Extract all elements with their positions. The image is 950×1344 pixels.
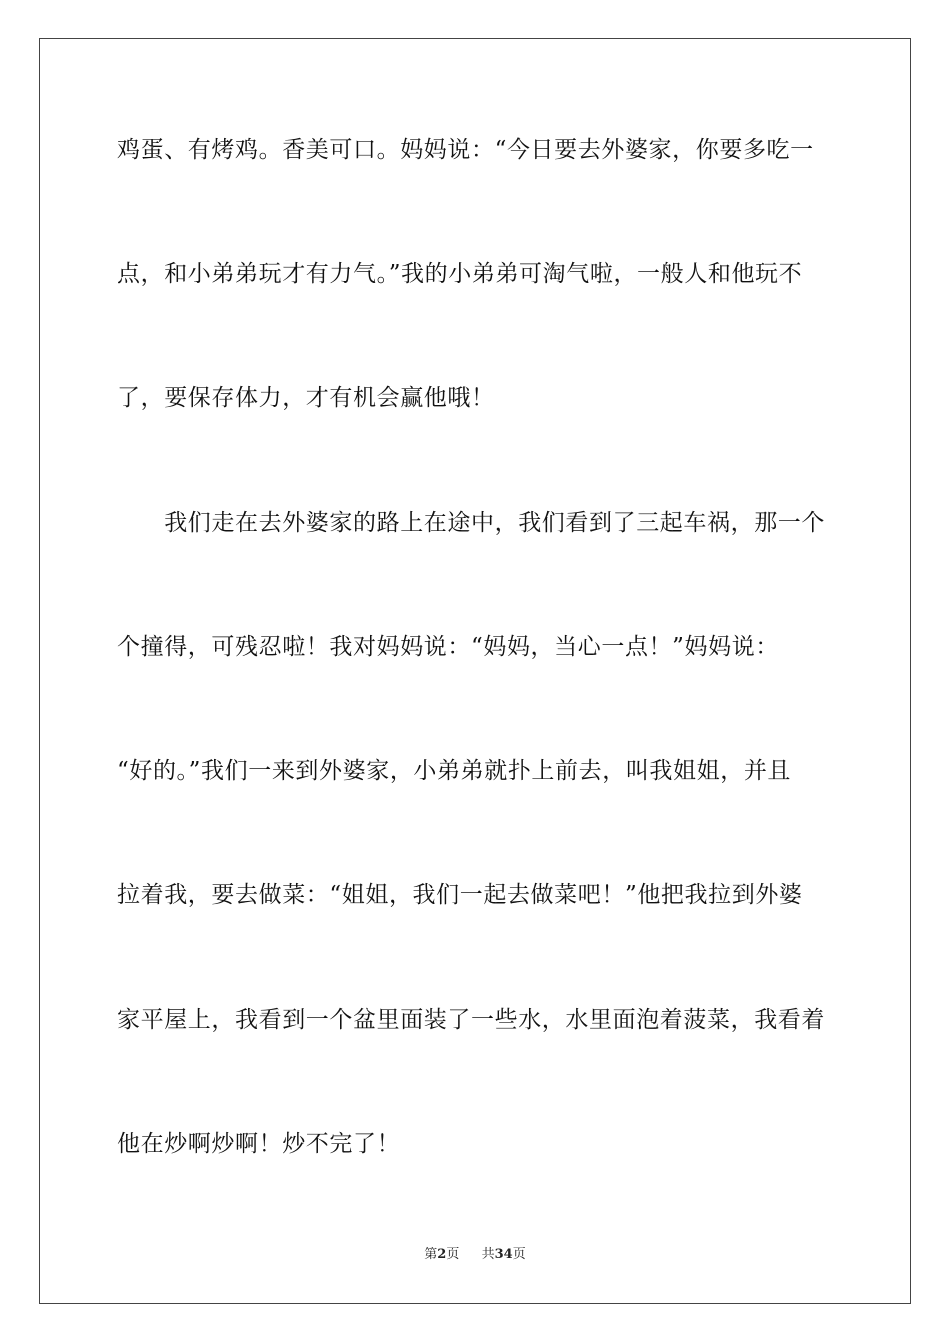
- page-frame: [39, 38, 911, 1304]
- total-suffix: 页: [512, 1247, 526, 1262]
- text-line-2: 点，和小弟弟玩才有力气。”我的小弟弟可淘气啦，一般人和他玩不: [117, 261, 803, 287]
- page-suffix: 页: [446, 1247, 460, 1262]
- page-footer: [0, 1246, 950, 1264]
- text-line-9: 他在炒啊炒啊！炒不完了！: [117, 1131, 401, 1157]
- text-line-8: 家平屋上，我看到一个盆里面装了一些水，水里面泡着菠菜，我看着: [117, 1007, 825, 1033]
- text-line-7: 拉着我，要去做菜：“姐姐，我们一起去做菜吧！”他把我拉到外婆: [117, 882, 803, 908]
- page-prefix: 第: [424, 1247, 438, 1262]
- text-line-5: 个撞得，可残忍啦！我对妈妈说：“妈妈，当心一点！”妈妈说：: [117, 634, 779, 660]
- text-line-4: 我们走在去外婆家的路上在途中，我们看到了三起车祸，那一个: [117, 510, 825, 536]
- page-number: 2: [437, 1247, 447, 1262]
- text-line-6: “好的。”我们一来到外婆家，小弟弟就扑上前去，叫我姐姐，并且: [117, 758, 792, 784]
- total-prefix: 共: [481, 1247, 495, 1262]
- total-pages: 34: [494, 1247, 513, 1262]
- text-line-3: 了，要保存体力，才有机会赢他哦！: [117, 385, 495, 411]
- text-line-1: 鸡蛋、有烤鸡。香美可口。妈妈说：“今日要去外婆家，你要多吃一: [117, 137, 814, 163]
